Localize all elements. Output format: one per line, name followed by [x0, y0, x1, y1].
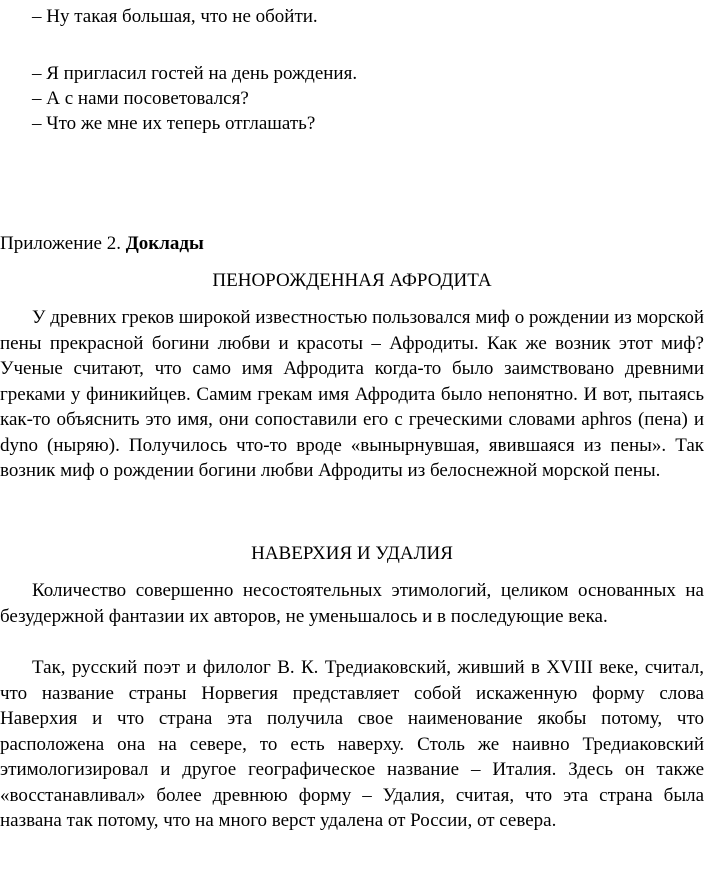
section-heading: НАВЕРХИЯ И УДАЛИЯ — [251, 543, 453, 564]
dialog-line: – Ну такая большая, что не обойти. — [32, 6, 318, 27]
appendix-caption — [0, 231, 204, 257]
section-paragraph: Так, русский поэт и филолог В. К. Тредиаковский, живший в XVIII веке, считал, что название страны Норвегия представляет собой искаженную форму слова Наверхия и что страна эта получила свое наименование якобы потому, что расположена она на севере, то есть наверху. Столь же наивно Тредиаковский этимологизировал и другое географическое название – Италия. Здесь он также «восстанавливал» более древнюю форму – Удалия, считая, что эта страна была названа так потому, что на много верст удалена от России, от севера. — [0, 657, 704, 831]
dialog-line: – Что же мне их теперь отглашать? — [32, 113, 316, 134]
section-paragraph: У древних греков широкой известностью пользовался миф о рождении из морской пены прекрасной богини любви и красоты – Афродиты. Как же возник этот миф? Ученые считают, что само имя Афродита когда-то было заимствовано древними греками у финикийцев. Самим грекам имя Афродита было непонятно. И вот, пытаясь как-то объяснить это имя, они сопоставили его с греческими словами aphros (пена) и dyno (ныряю). Получилось что-то вроде «вынырнувшая, явившаяся из пены». Так возник миф о рождении богини любви Афродиты из белоснежной морской пены. — [0, 307, 704, 481]
appendix-title: Доклады — [125, 233, 204, 254]
appendix-prefix: Приложение 2. — [0, 233, 126, 254]
section-paragraph: Количество совершенно несостоятельных этимологий, целиком основанных на безудержной фантазии их авторов, не уменьшалось и в последующие века. — [0, 580, 704, 627]
dialog-line: – Я пригласил гостей на день рождения. — [32, 63, 358, 84]
dialog-line: – А с нами посоветовался? — [32, 88, 249, 109]
section-heading: ПЕНОРОЖДЕННАЯ АФРОДИТА — [212, 270, 492, 291]
